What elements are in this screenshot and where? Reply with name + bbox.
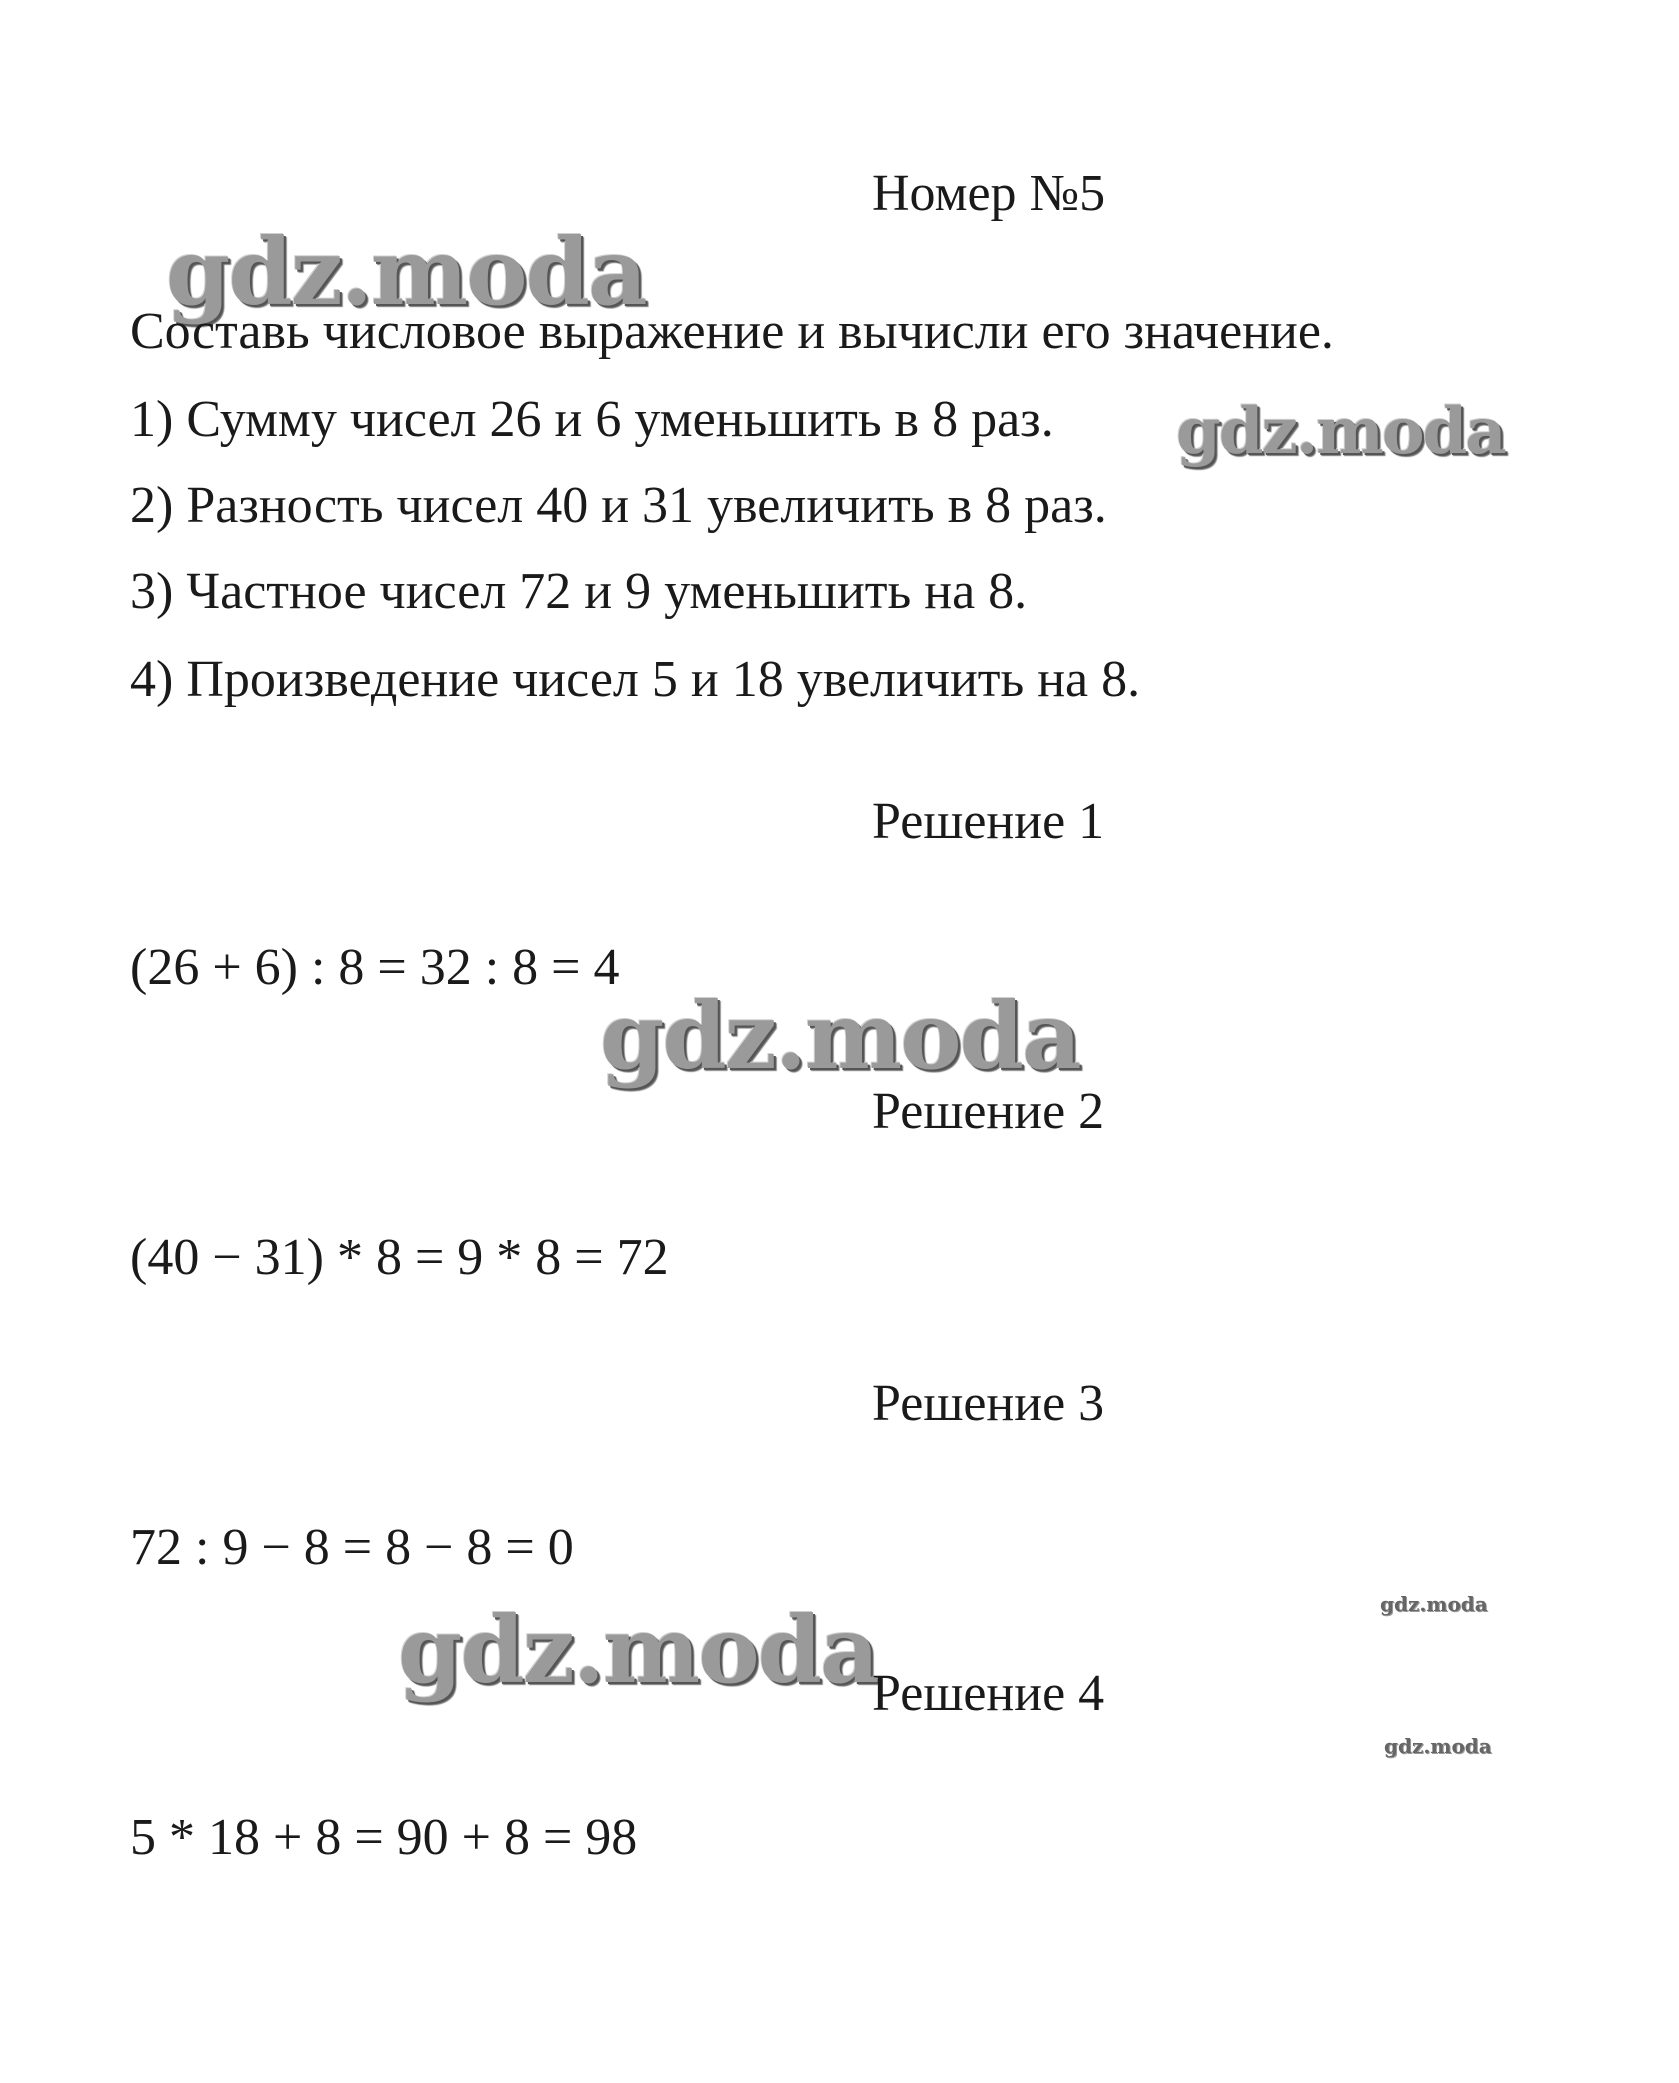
solution-4-expression: 5 * 18 + 8 = 90 + 8 = 98 <box>130 1809 638 1866</box>
page-title: Номер №5 <box>872 165 1106 222</box>
solution-1-heading: Решение 1 <box>872 793 1105 850</box>
watermark: gdz.moda <box>1380 1592 1488 1616</box>
solution-4-heading: Решение 4 <box>872 1665 1105 1722</box>
task-item-1: 1) Сумму чисел 26 и 6 уменьшить в 8 раз. <box>130 391 1054 448</box>
task-item-4: 4) Произведение чисел 5 и 18 увеличить на 8. <box>130 651 1141 708</box>
solution-1-expression: (26 + 6) : 8 = 32 : 8 = 4 <box>130 939 620 996</box>
solution-2-heading: Решение 2 <box>872 1083 1105 1140</box>
watermark: gdz.moda <box>600 982 1080 1090</box>
watermark: gdz.moda <box>1176 394 1505 469</box>
solution-3-expression: 72 : 9 − 8 = 8 − 8 = 0 <box>130 1519 574 1576</box>
watermark: gdz.moda <box>398 1596 878 1704</box>
task-item-3: 3) Частное чисел 72 и 9 уменьшить на 8. <box>130 563 1028 620</box>
solution-3-heading: Решение 3 <box>872 1375 1105 1432</box>
watermark: gdz.moda <box>166 218 646 326</box>
solution-2-expression: (40 − 31) * 8 = 9 * 8 = 72 <box>130 1229 669 1286</box>
watermark: gdz.moda <box>1384 1734 1492 1758</box>
task-statement: Составь числовое выражение и вычисли его значение. <box>130 303 1334 360</box>
task-item-2: 2) Разность чисел 40 и 31 увеличить в 8 раз. <box>130 477 1107 534</box>
